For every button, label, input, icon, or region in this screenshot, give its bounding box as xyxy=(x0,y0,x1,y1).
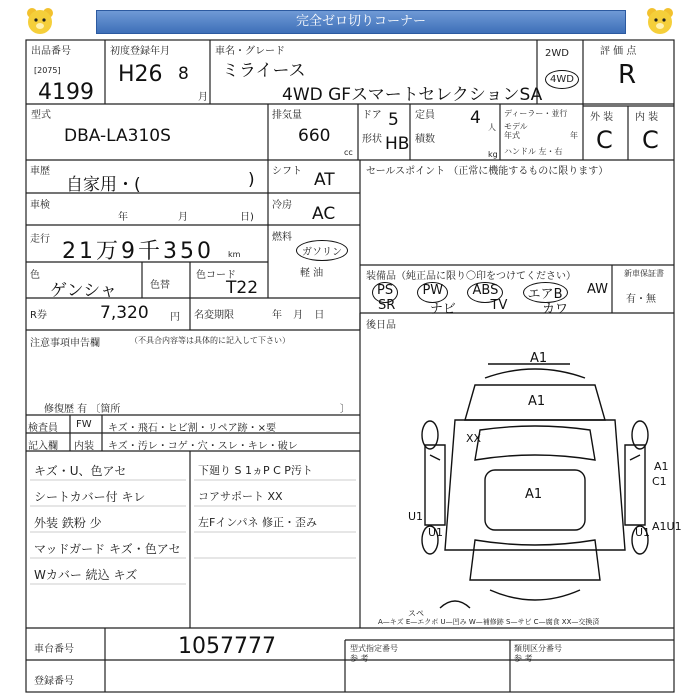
rating-value: R xyxy=(618,60,637,90)
month-unit: 月 xyxy=(198,92,208,103)
equipment-label: 装備品（純正品に限り〇印をつけてください） xyxy=(366,271,576,282)
spare-label: スペ xyxy=(408,609,424,618)
kg-unit: kg xyxy=(488,150,498,159)
load-label: 積数 xyxy=(415,134,435,145)
registration-label: 初度登録年月 xyxy=(110,46,170,57)
note-line-4: マッドガード キズ・色アセ xyxy=(34,542,181,556)
grade: 4WD GFスマートセレクションSA xyxy=(282,85,543,105)
shape-label: 形状 xyxy=(362,134,382,145)
shift-label: シフト xyxy=(272,166,302,177)
fw-items: キズ・飛石・ヒビ割・リペア跡・×要 xyxy=(108,423,276,434)
note-right-3: 左Fインパネ 修正・歪み xyxy=(198,516,318,529)
equipment-abs: ABS xyxy=(467,282,503,303)
doors-label: ドア xyxy=(362,110,382,121)
equipment-airbag: エアB xyxy=(523,282,568,303)
notes-label: 注意事項申告欄 xyxy=(30,338,100,349)
fuel-circled: ガソリン xyxy=(296,240,348,261)
fw-label: FW xyxy=(76,419,92,430)
repair-close: 〕 xyxy=(340,404,350,415)
equipment-navi: ナビ xyxy=(429,302,456,317)
color-label: 色 xyxy=(30,270,40,281)
equipment-tv: TV xyxy=(490,298,508,313)
shift-value: AT xyxy=(314,170,335,190)
banner-title: 完全ゼロ切りコーナー xyxy=(96,10,626,34)
color-swap-label: 色替 xyxy=(150,280,170,291)
year-unit: 年 xyxy=(570,131,578,140)
equipment-ps: PS xyxy=(372,282,398,303)
color-code: T22 xyxy=(226,278,259,298)
interior-grade: C xyxy=(642,126,659,154)
notes-sub: （不具合内容等は具体的に記入して下さい） xyxy=(130,336,290,345)
drive-2wd: 2WD xyxy=(545,48,569,59)
rating-label: 評 価 点 xyxy=(600,46,637,57)
displacement-value: 660 xyxy=(298,126,331,146)
yen-unit: 円 xyxy=(170,312,180,323)
car-name: ミライース xyxy=(222,61,306,81)
color-value: ゲンシャ xyxy=(50,281,117,301)
note-line-2: シートカバー付 キレ xyxy=(34,490,146,504)
exterior-grade: C xyxy=(596,126,613,154)
drive-4wd-circled: 4WD xyxy=(545,70,579,89)
damage-mark-roof-center: A1 xyxy=(525,487,543,502)
inspection-month: 月 xyxy=(178,212,188,223)
cc-unit: cc xyxy=(344,148,353,157)
lot-label: 出品番号 xyxy=(31,46,71,57)
shape-value: HB xyxy=(385,134,410,154)
transfer-ymd: 年 月 日 xyxy=(272,310,325,321)
registration-number-label: 登録番号 xyxy=(34,676,74,687)
equipment-leather: カワ xyxy=(541,302,568,317)
mileage-value: 21万9千350 xyxy=(62,239,214,264)
note-line-5: Wカバー 続込 キズ xyxy=(34,568,138,582)
history-value: 自家用・( xyxy=(66,175,141,195)
inspection-label: 車検 xyxy=(30,200,50,211)
registration-era-year: H26 xyxy=(118,62,163,87)
recycle-value: 7,320 xyxy=(100,303,149,323)
note-line-1: キズ・U、色アセ xyxy=(34,464,127,478)
damage-mark-left-u1: U1 xyxy=(408,510,424,523)
lot-number: 4199 xyxy=(38,80,94,105)
note-right-2: コアサポート XX xyxy=(198,490,283,503)
type-value: DBA-LA310S xyxy=(64,126,171,146)
entry-label: 記入欄 xyxy=(28,441,58,452)
fuel-label: 燃料 xyxy=(272,232,292,243)
handle-label: ハンドル 左・右 xyxy=(504,147,563,156)
transfer-label: 名変期限 xyxy=(194,310,234,321)
damage-mark-right-rear: A1U1 xyxy=(652,520,682,533)
damage-legend: A—キズ E—エクボ U—凹み W—補修跡 S—サビ C—腐食 XX—交換済 xyxy=(378,618,600,626)
cert-number-label: 型式指定番号 参 考 xyxy=(350,644,398,663)
repair-history: 修復歴 有 〔箇所 xyxy=(44,404,121,415)
damage-mark-right-u1: U1 xyxy=(635,526,651,539)
interior-check-label: 内装 xyxy=(74,441,94,452)
damage-mark-roof: A1 xyxy=(530,351,548,366)
history-close: ) xyxy=(248,170,255,190)
equipment-row-2 xyxy=(378,298,568,317)
lot-sub: [2075] xyxy=(34,66,61,75)
doors-value: 5 xyxy=(388,110,399,130)
history-label: 車歴 xyxy=(30,166,50,177)
note-right-1: 下廻り S 1ヵP C P汚ト xyxy=(198,464,313,477)
inspection-day: 日) xyxy=(240,212,254,223)
model-label: 車名・グレード xyxy=(215,46,285,57)
note-line-3: 外装 鉄粉 少 xyxy=(34,516,102,530)
warranty-value: 有・無 xyxy=(626,294,656,305)
damage-mark-hood: A1 xyxy=(528,394,546,409)
exterior-label: 外 装 xyxy=(590,112,614,123)
car-damage-diagram xyxy=(400,350,682,628)
recycle-label: R券 xyxy=(30,310,47,321)
damage-mark-left-front: XX xyxy=(466,432,482,445)
interior-label: 内 装 xyxy=(635,112,659,123)
ac-value: AC xyxy=(312,204,336,224)
ac-label: 冷房 xyxy=(272,200,292,211)
inspection-year: 年 xyxy=(118,212,128,223)
displacement-label: 排気量 xyxy=(272,110,302,121)
damage-mark-right-front: A1 xyxy=(654,460,669,473)
color-code-label: 色コード xyxy=(196,270,236,281)
warranty-label: 新車保証書 xyxy=(624,269,664,278)
person-unit: 人 xyxy=(488,123,496,132)
damage-mark-right-c1: C1 xyxy=(652,475,667,488)
inspector-label: 検査員 xyxy=(28,423,58,434)
model-year-label: モデル 年式 xyxy=(504,122,528,140)
dealer-label: ディーラー・並行 xyxy=(504,109,568,118)
fuel-alt: 軽 油 xyxy=(300,268,324,279)
equipment-pw: PW xyxy=(417,282,448,303)
chassis-label: 車台番号 xyxy=(34,644,74,655)
interior-items: キズ・汚レ・コゲ・穴・スレ・キレ・破レ xyxy=(108,441,298,452)
mileage-label: 走行 xyxy=(30,234,50,245)
chassis-number: 1057777 xyxy=(178,634,276,659)
capacity-label: 定員 xyxy=(415,110,435,121)
km-unit: km xyxy=(228,250,241,259)
equipment-sr: SR xyxy=(378,298,396,313)
capacity-value: 4 xyxy=(470,108,481,128)
type-label: 型式 xyxy=(31,110,51,121)
class-number-label: 類別区分番号 参 考 xyxy=(514,644,562,663)
equipment-aw: AW xyxy=(586,282,608,297)
registration-month: 8 xyxy=(178,64,189,84)
sales-point-label: セールスポイント （正常に機能するものに限ります） xyxy=(366,166,609,177)
rear-items-label: 後日品 xyxy=(366,320,396,331)
damage-mark-left-rear: U1 xyxy=(428,526,444,539)
